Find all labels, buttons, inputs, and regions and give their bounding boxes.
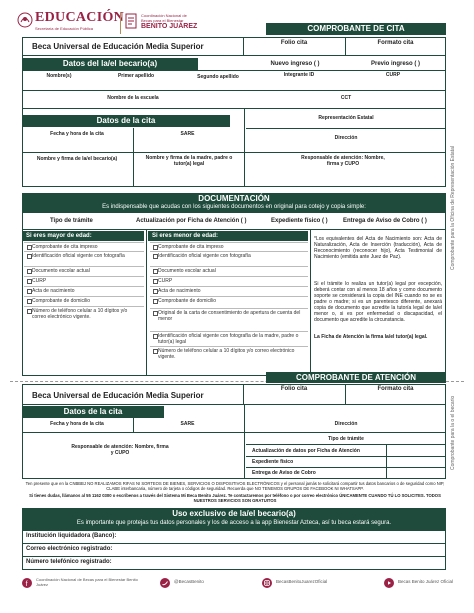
mayor-doc-item[interactable]: Acta de nacimiento	[26, 288, 142, 294]
facebook-label: Coordinación Nacional de Becas para el Bienestar Benito Juárez	[36, 577, 138, 587]
atencion-program-title: Beca Universal de Educación Media Superior	[32, 391, 204, 400]
nuevo-ingreso[interactable]: Nuevo ingreso ( )	[270, 61, 320, 67]
warning-text: Ten presente que en la CNBBBJ NO REALIZAMOS RIFAS NI SORTEOS DE BIENES, SERVICIOS O DISPOSITIVOS ELECTRÓNICOS y el personal jamás te solicitará compartir tus datos bancarios o de seguridad como NIP, CLABE interbancaria, número de tarjeta o códigos de seguridad. Recuerda que NO TENEMOS GRUPOS DE FACEBOOK NI WHATSAPP.	[25, 481, 445, 491]
menor-edad-title: Si eres menor de edad:	[148, 231, 308, 241]
previo-ingreso[interactable]: Previo ingreso ( )	[370, 61, 420, 67]
menor-doc-item[interactable]: Comprobante de domicilio	[152, 298, 306, 304]
mayor-doc-item[interactable]: Comprobante de domicilio	[26, 298, 142, 304]
atencion-datos-cita-title: Datos de la cita	[22, 406, 164, 418]
atencion-sare: SARE	[180, 421, 195, 427]
org-name: BENITO JUÁREZ	[141, 23, 198, 30]
primer-apellido-label: Primer apellido	[117, 73, 155, 79]
comprobante-atencion-title: COMPROBANTE DE ATENCIÓN	[266, 372, 446, 383]
logo-sub: Secretaría de Educación Pública	[35, 26, 94, 31]
mayor-doc-item[interactable]: Número de teléfono celular a 10 dígitos y/o correo electrónico vigente.	[26, 308, 142, 320]
menor-doc-item[interactable]: Acta de nacimiento	[152, 288, 306, 294]
firma-madre-label: Nombre y firma de la madre, padre o tutor(a) legal	[145, 155, 233, 167]
menor-doc-item[interactable]: Número de teléfono celular a 10 dígitos y/o correo electrónico vigente.	[152, 348, 306, 360]
note-tutor-legal: Si el trámite lo realiza un tutor(a) legal por excepción, deberá contar con al menos 18 años y como documento soporte se considerará la copia del INE cuando no se es padre o madre; si es un parentesco diferente, anexará copia de documento que acredite la tutoría legal de la/el menor o, si es por enfermedad o discapacidad, el documento que acredite la circunstancia.	[314, 281, 442, 323]
atencion-actualizacion: Actualización de datos por Ficha de Atención	[252, 448, 360, 454]
telefono-label: Número telefónico registrado:	[26, 559, 112, 565]
atencion-tipo-tramite: Tipo de trámite	[328, 436, 364, 442]
institucion-label: Institución liquidadora (Banco):	[26, 533, 117, 539]
sep-logo	[17, 8, 125, 36]
uso-exclusivo-title: Uso exclusivo de la/el becario(a)	[172, 509, 296, 518]
integrante-id-label: Integrante ID	[283, 72, 315, 78]
becas-emblem-icon	[124, 13, 138, 31]
atencion-responsable: Responsable de atención: Nombre, firma y CUPO	[71, 444, 169, 456]
sare-label: SARE	[180, 131, 195, 137]
actualizacion-option[interactable]: Actualización por Ficha de Atención ( )	[136, 218, 247, 224]
note-firma-tutor: La Ficha de Atención la firma la/el tutor(a) legal.	[314, 334, 428, 340]
atencion-aviso-cobro: Entrega de Aviso de Cobro	[252, 470, 316, 476]
becario-title: Datos del la/el becario(a)	[22, 58, 198, 70]
footer-twitter[interactable]	[160, 576, 240, 590]
svg-text:f: f	[25, 581, 28, 588]
contact-text: Si tienes dudas, llámanos al 55 1162 0300 o escríbenos a través del Sistema Mi Beca Benito Juárez. Te contactaremos por teléfono o por correo electrónico ÚNICAMENTE CUANDO TÚ LO SOLICITES. TODOS NUESTROS SERVICIOS SON GRATUITOS	[29, 493, 441, 503]
atencion-fecha-hora: Fecha y hora de la cita	[50, 421, 104, 427]
correo-label: Correo electrónico registrado:	[26, 546, 113, 552]
atencion-expediente: Expediente físico	[252, 459, 294, 465]
org-line1: Coordinación Nacional de	[141, 13, 187, 18]
menor-doc-item[interactable]: Identificación oficial vigente con fotografía de la madre, padre o tutor(a) legal	[152, 333, 306, 345]
instagram-label: BecasBenitoJuarezOficial	[276, 579, 328, 584]
documentacion-title: DOCUMENTACIÓN	[198, 194, 270, 203]
youtube-label: Becas Benito Juárez Oficial	[398, 579, 454, 584]
eagle-emblem-icon	[17, 10, 33, 32]
atencion-formato-label: Formato cita	[377, 386, 414, 392]
nombre-label: Nombre(s)	[46, 73, 72, 79]
mayor-doc-item[interactable]: Identificación oficial vigente con fotografía	[26, 253, 142, 259]
side-text-becario: Comprobante para la o el becario	[450, 395, 456, 470]
expediente-option[interactable]: Expediente físico ( )	[271, 218, 328, 224]
menor-doc-item[interactable]: Documento escolar actual	[152, 268, 306, 274]
side-text-oficina: Comprobante para la Oficina de Representación Estatal	[450, 146, 456, 270]
note-acta-equivalentes: *Los equivalentes del Acta de Nacimiento son: Acta de Naturalización, Acta de Inserción (traducción), Acta de Reconocimiento (reconocer hijo), Acta Testimonial de Nacimiento (emitida ante Juez de Paz).	[314, 236, 442, 260]
uso-exclusivo-subtitle: Es importante que protejas tus datos personales y los de acceso a la app Bienestar Azteca, así tu beca estará segura.	[76, 520, 392, 526]
direccion-label: Dirección	[334, 135, 358, 141]
folio-label: Folio cita	[280, 40, 308, 46]
twitter-label: @BecasBenito	[174, 579, 204, 584]
mayor-doc-item[interactable]: Comprobante de cita impreso	[26, 244, 142, 250]
datos-cita-title: Datos de la cita	[22, 115, 230, 127]
twitter-icon	[160, 578, 170, 588]
footer-instagram[interactable]	[262, 576, 362, 590]
formato-label: Formato cita	[377, 40, 414, 46]
logo-main: EDUCACIÓN	[35, 10, 125, 25]
org-line2: Becas para el Bienestar	[141, 18, 184, 23]
segundo-apellido-label: Segundo apellido	[197, 74, 239, 80]
documentacion-subtitle: Es indispensable que acudas con los siguientes documentos en original para cotejo y copia simple:	[102, 204, 366, 210]
fecha-hora-label: Fecha y hora de la cita	[50, 131, 104, 137]
menor-doc-item[interactable]: CURP	[152, 278, 306, 284]
mayor-doc-item[interactable]: Documento escolar actual	[26, 268, 142, 274]
facebook-icon	[22, 578, 32, 588]
youtube-icon	[384, 578, 394, 588]
footer-facebook[interactable]	[22, 576, 162, 590]
becas-logo	[124, 11, 214, 37]
atencion-folio-label: Folio cita	[280, 386, 308, 392]
entrega-option[interactable]: Entrega de Aviso de Cobro ( )	[343, 218, 427, 224]
instagram-icon	[262, 578, 272, 588]
menor-doc-item[interactable]: Comprobante de cita impreso	[152, 244, 306, 250]
menor-doc-item[interactable]: Identificación oficial vigente con fotografía	[152, 253, 306, 259]
representacion-label: Representación Estatal	[318, 115, 374, 121]
atencion-direccion: Dirección	[334, 421, 358, 427]
program-title: Beca Universal de Educación Media Superior	[32, 42, 204, 51]
mayor-edad-title: Si eres mayor de edad:	[22, 231, 144, 241]
firma-becario-label: Nombre y firma de la/el becario(a)	[36, 156, 118, 162]
cct-label: CCT	[340, 95, 352, 101]
footer-youtube[interactable]	[384, 576, 464, 590]
tipo-tramite-label: Tipo de trámite	[50, 218, 93, 224]
escuela-label: Nombre de la escuela	[107, 95, 159, 101]
curp-label: CURP	[385, 72, 401, 78]
menor-doc-item[interactable]: Original de la carta de consentimiento de apertura de cuenta del menor	[152, 310, 306, 322]
responsable-label: Responsable de atención: Nombre, firma y CUPO	[301, 155, 385, 167]
mayor-doc-item[interactable]: CURP	[26, 278, 142, 284]
comprobante-cita-title: COMPROBANTE DE CITA	[266, 23, 446, 35]
